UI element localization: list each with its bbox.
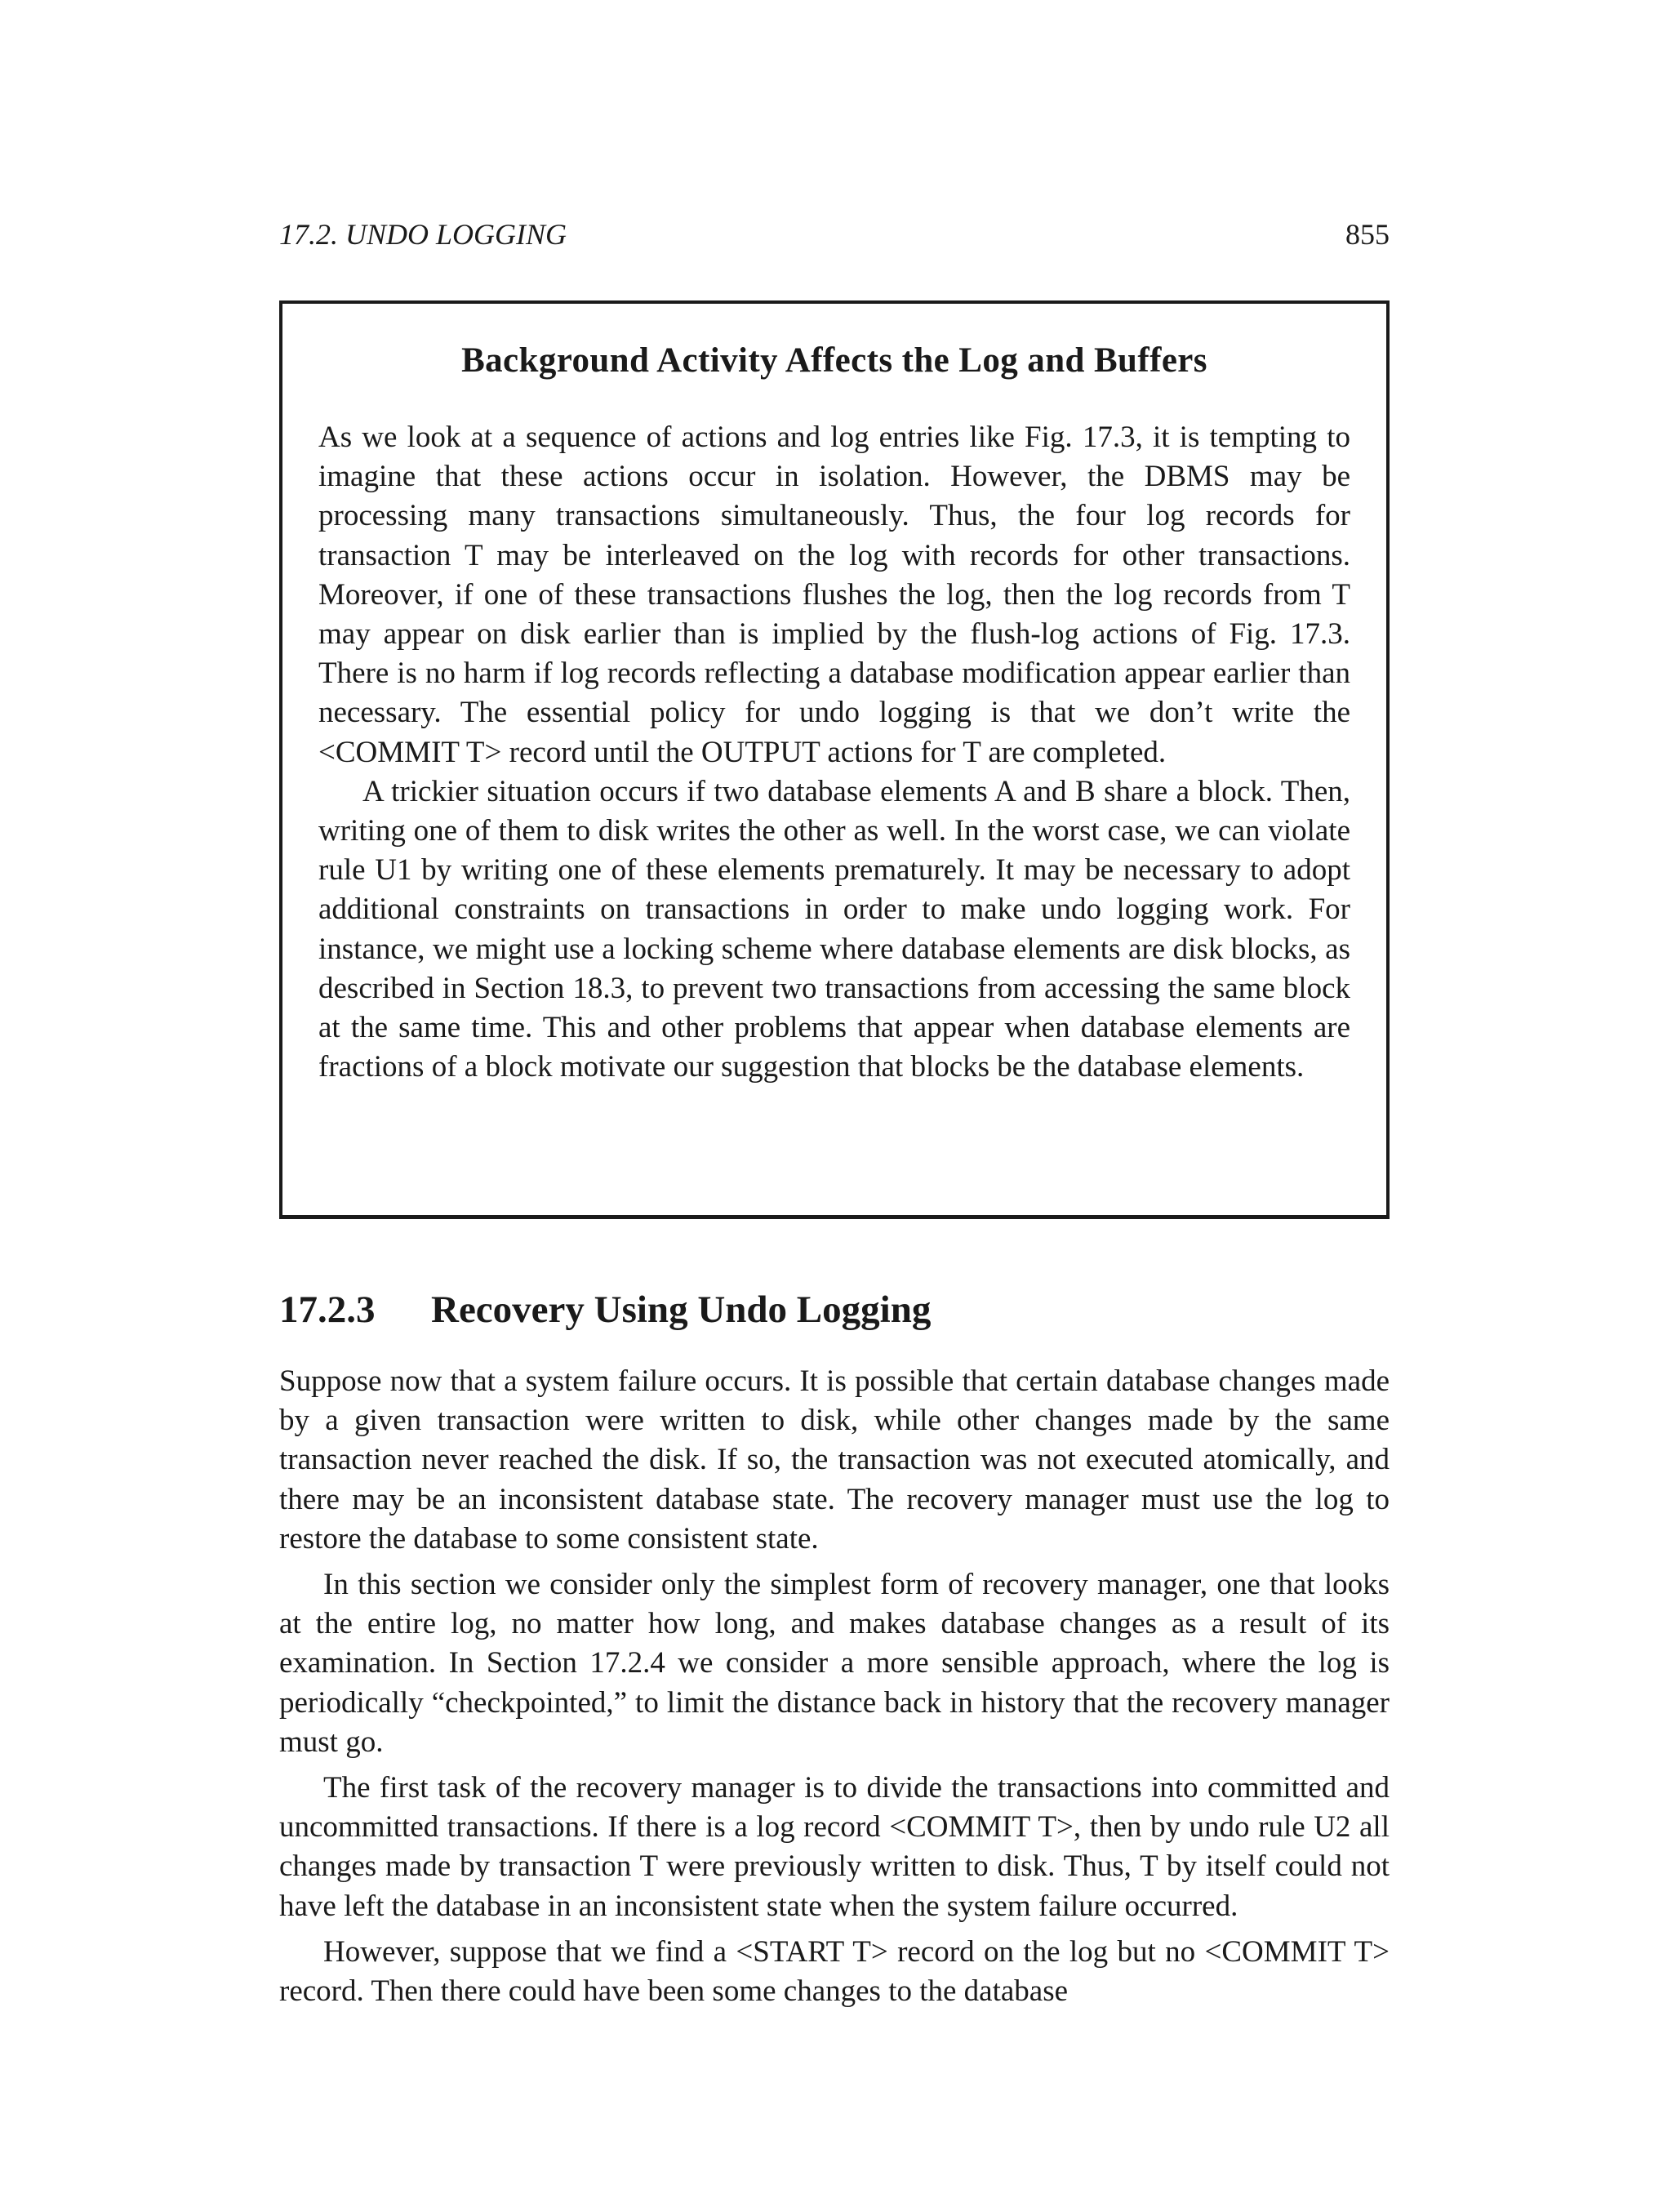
- page-number: 855: [1345, 218, 1390, 251]
- sidebar-paragraph: As we look at a sequence of actions and log entries like Fig. 17.3, it is tempting to imagine that these actions occur in isolation. However, the DBMS may be processing many transactions simultaneously. Thus, the four log records for transaction T may be interleaved on the log with records for other transactions. Moreover, if one of these transactions flushes the log, then the log records from T may appear on disk earlier than is implied by the flush-log actions of Fig. 17.3. There is no harm if log records reflecting a database modification appear earlier than necessary. The essential policy for undo logging is that we don’t write the <COMMIT T> record until the OUTPUT actions for T are completed.: [318, 421, 1350, 769]
- body-paragraph: Suppose now that a system failure occurs. It is possible that certain database changes made by a given transaction were written to disk, while other changes made by the same transaction never reached the disk. If so, the transaction was not executed atomically, and there may be an inconsistent database state. The recovery manager must use the log to restore the database to some consistent state.: [279, 1364, 1390, 1556]
- section-heading: [279, 1282, 1390, 1337]
- running-head: [279, 214, 1390, 255]
- sidebar-box: [279, 300, 1390, 1219]
- sidebar-paragraph: A trickier situation occurs if two database elements A and B share a block. Then, writing one of them to disk writes the other as well. In the worst case, we can violate rule U1 by writing one of these elements prematurely. It may be necessary to adopt additional constraints on transactions in order to make undo logging work. For instance, we might use a locking scheme where database elements are disk blocks, as described in Section 18.3, to prevent two transactions from accessing the same block at the same time. This and other problems that appear when database elements are fractions of a block motivate our suggestion that blocks be the database elements.: [318, 774, 1350, 1084]
- body-paragraph: The first task of the recovery manager is to divide the transactions into committed and uncommitted transactions. If there is a log record <COMMIT T>, then by undo rule U2 all changes made by transaction T were previously written to disk. Thus, T by itself could not have left the database in an inconsistent state when the system failure occurred.: [279, 1771, 1390, 1923]
- body-paragraph: In this section we consider only the simplest form of recovery manager, one that looks at the entire log, no matter how long, and makes database changes as a result of its examination. In Section 17.2.4 we consider a more sensible approach, where the log is periodically “checkpointed,” to limit the distance back in history that the recovery manager must go.: [279, 1568, 1390, 1759]
- section-number: 17.2.3: [279, 1288, 376, 1331]
- sidebar-body: [318, 418, 1350, 1087]
- section-17-2-3: [279, 1282, 1390, 2011]
- sidebar-title: Background Activity Affects the Log and Buffers: [461, 341, 1207, 380]
- section-title: Recovery Using Undo Logging: [431, 1288, 932, 1331]
- running-head-title: 17.2. UNDO LOGGING: [279, 218, 567, 251]
- section-body: [279, 1362, 1390, 2011]
- body-paragraph: However, suppose that we find a <START T> record on the log but no <COMMIT T> record. Then there could have been some changes to the database: [279, 1934, 1390, 2009]
